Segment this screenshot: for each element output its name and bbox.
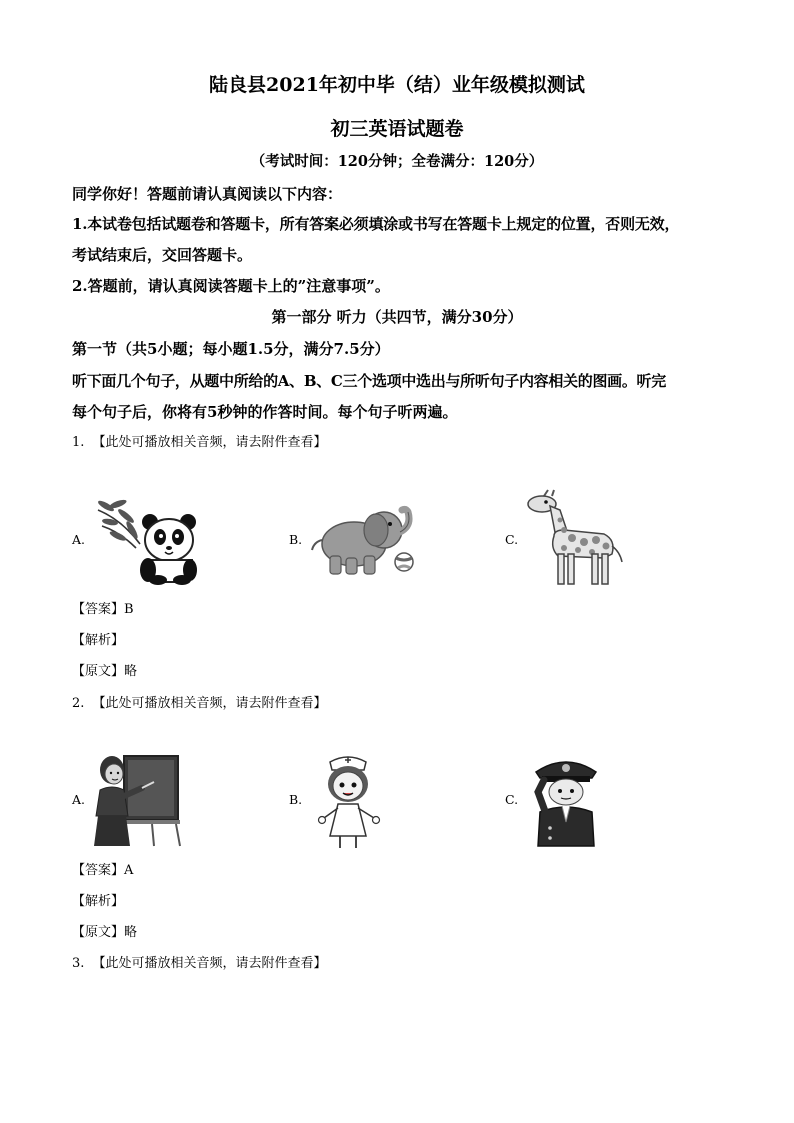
original-label: 【原文】 (72, 925, 125, 940)
option-label: C. (505, 792, 519, 807)
teacher-blackboard-image (92, 752, 186, 848)
option-label: A. (72, 532, 86, 547)
part1-heading: 第一部分 听力（共四节，满分30分） (271, 308, 523, 326)
answer-row (72, 859, 133, 878)
option-label: C. (505, 532, 519, 547)
question-number: 1. (72, 435, 85, 450)
answer-label: 【答案】 (72, 602, 125, 617)
answer-row (72, 598, 134, 617)
section1-heading: 第一节（共5小题；每小题1.5分，满分7.5分） (72, 340, 390, 358)
question-number: 3. (72, 956, 85, 971)
intro-note2: 2.答题前，请认真阅读答题卡上的”注意事项”。 (72, 277, 390, 295)
original-value: 略 (124, 664, 138, 679)
instruction-line1: 听下面几个句子，从题中所给的A、B、C三个选项中选出与所听句子内容相关的图画。听完 (72, 372, 666, 390)
police-officer-image (530, 752, 602, 848)
analysis-label: 【解析】 (72, 894, 125, 909)
analysis-label: 【解析】 (72, 633, 125, 648)
instruction-line2: 每个句子后，你将有5秒钟的作答时间。每个句子听两遍。 (72, 403, 458, 421)
giraffe-image (524, 490, 624, 588)
panda-bamboo-image (92, 490, 200, 584)
question-number: 2. (72, 696, 85, 711)
exam-info: （考试时间：120分钟；全卷满分：120分） (250, 153, 544, 170)
audio-note[interactable]: 【此处可播放相关音频，请去附件查看】 (92, 956, 327, 971)
answer-value: A (124, 863, 134, 878)
option-label: B. (289, 532, 303, 547)
intro-note1-line1: 1.本试卷包括试题卷和答题卡，所有答案必须填涂或书写在答题卡上规定的位置，否则无效， (72, 215, 680, 233)
intro-greeting: 同学你好！答题前请认真阅读以下内容： (72, 185, 343, 203)
elephant-ball-image (308, 500, 420, 578)
option-label: A. (72, 792, 86, 807)
original-value: 略 (124, 925, 138, 940)
answer-label: 【答案】 (72, 863, 125, 878)
audio-note[interactable]: 【此处可播放相关音频，请去附件查看】 (92, 435, 327, 450)
audio-note[interactable]: 【此处可播放相关音频，请去附件查看】 (92, 696, 327, 711)
nurse-image (312, 752, 384, 850)
exam-subtitle: 初三英语试题卷 (330, 118, 464, 140)
answer-value: B (124, 602, 134, 617)
question-2 (72, 692, 327, 711)
original-row (72, 660, 137, 679)
option-label: B. (289, 792, 303, 807)
question-3 (72, 952, 327, 971)
intro-note1-line2: 考试结束后，交回答题卡。 (72, 246, 253, 264)
original-row (72, 921, 137, 940)
question-1 (72, 431, 327, 450)
original-label: 【原文】 (72, 664, 125, 679)
exam-title: 陆良县2021年初中毕（结）业年级模拟测试 (209, 74, 585, 96)
